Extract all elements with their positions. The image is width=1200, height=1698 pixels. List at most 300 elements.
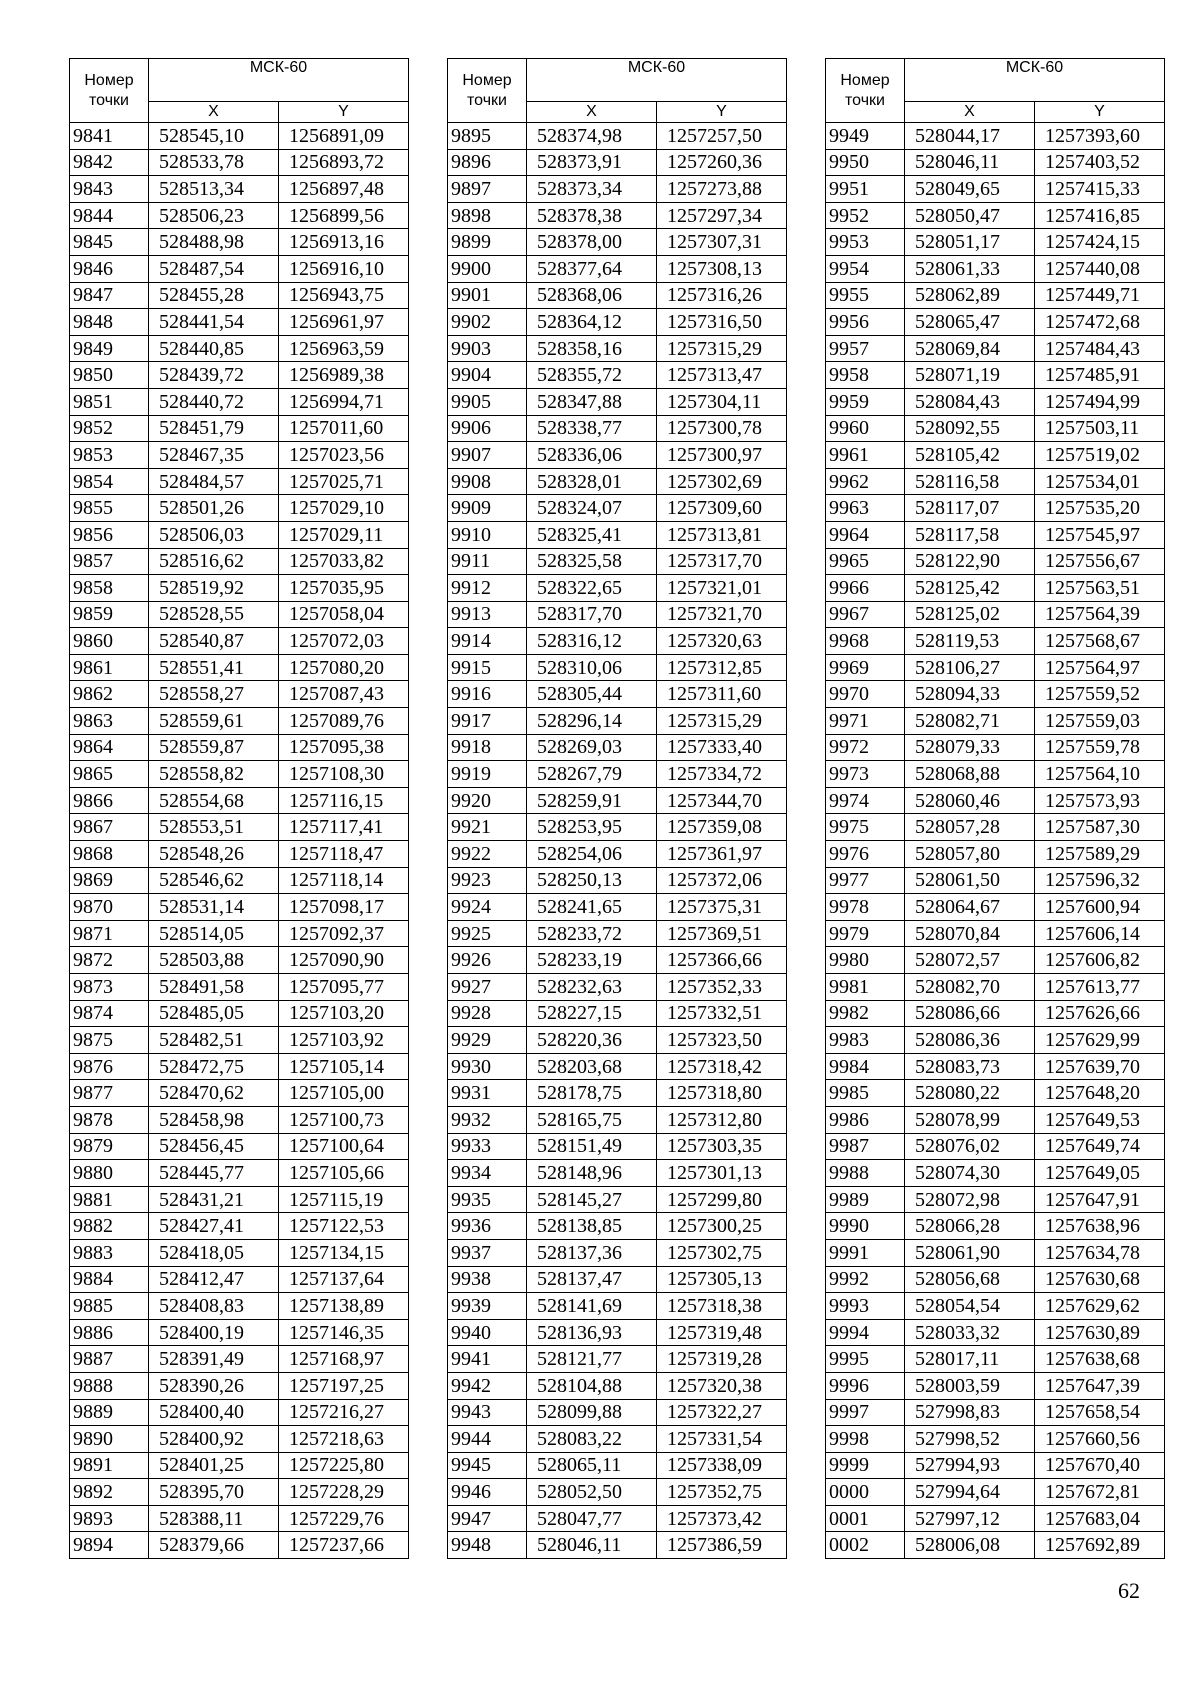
table-row (448, 761, 787, 788)
x-coordinate-cell: 528074,30 (905, 1160, 1035, 1187)
table-row (826, 1266, 1165, 1293)
x-coordinate-cell: 528047,77 (527, 1505, 657, 1532)
x-coordinate-cell: 528061,50 (905, 867, 1035, 894)
y-coordinate-cell: 1257237,66 (279, 1532, 409, 1559)
x-coordinate-cell: 528516,62 (149, 548, 279, 575)
y-coordinate-cell: 1257318,80 (657, 1080, 787, 1107)
y-coordinate-cell: 1257117,41 (279, 814, 409, 841)
x-coordinate-cell: 528066,28 (905, 1213, 1035, 1240)
table-row (826, 1452, 1165, 1479)
table-row (826, 947, 1165, 974)
point-number-cell: 9943 (448, 1399, 527, 1426)
point-number-cell: 0002 (826, 1532, 905, 1559)
point-number-cell: 0000 (826, 1479, 905, 1506)
table-row (826, 388, 1165, 415)
x-coordinate-cell: 528467,35 (149, 442, 279, 469)
y-coordinate-cell: 1257304,11 (657, 388, 787, 415)
point-number-cell: 9947 (448, 1505, 527, 1532)
point-number-cell: 9962 (826, 468, 905, 495)
point-number-cell: 0001 (826, 1505, 905, 1532)
x-coordinate-cell: 528441,54 (149, 309, 279, 336)
y-coordinate-cell: 1256994,71 (279, 388, 409, 415)
y-coordinate-cell: 1257105,00 (279, 1080, 409, 1107)
y-coordinate-cell: 1257338,09 (657, 1452, 787, 1479)
x-coordinate-cell: 528506,23 (149, 202, 279, 229)
point-number-cell: 9847 (70, 282, 149, 309)
point-number-cell: 9924 (448, 894, 527, 921)
table-row (70, 708, 409, 735)
x-coordinate-cell: 527998,52 (905, 1426, 1035, 1453)
table-row (826, 229, 1165, 256)
point-number-cell: 9904 (448, 362, 527, 389)
x-coordinate-cell: 528379,66 (149, 1532, 279, 1559)
table-row (448, 1027, 787, 1054)
table-row (70, 974, 409, 1001)
x-coordinate-cell: 528503,88 (149, 947, 279, 974)
point-number-cell: 9893 (70, 1505, 149, 1532)
x-coordinate-cell: 528485,05 (149, 1000, 279, 1027)
x-coordinate-cell: 528484,57 (149, 468, 279, 495)
table-row (826, 282, 1165, 309)
table-row (826, 681, 1165, 708)
table-row (826, 202, 1165, 229)
x-coordinate-cell: 528514,05 (149, 920, 279, 947)
x-coordinate-cell: 528395,70 (149, 1479, 279, 1506)
y-coordinate-cell: 1257415,33 (1035, 176, 1165, 203)
point-number-cell: 9953 (826, 229, 905, 256)
point-number-cell: 9856 (70, 521, 149, 548)
table-row (826, 1426, 1165, 1453)
table-row (448, 548, 787, 575)
y-coordinate-cell: 1256943,75 (279, 282, 409, 309)
x-coordinate-cell: 528445,77 (149, 1160, 279, 1187)
x-coordinate-cell: 528065,47 (905, 309, 1035, 336)
point-number-cell: 9946 (448, 1479, 527, 1506)
y-coordinate-cell: 1257089,76 (279, 708, 409, 735)
coordinates-table-1 (69, 58, 409, 1559)
point-number-cell: 9926 (448, 947, 527, 974)
y-coordinate-cell: 1257092,37 (279, 920, 409, 947)
point-number-cell: 9913 (448, 601, 527, 628)
x-coordinate-cell: 528325,41 (527, 521, 657, 548)
table-row (826, 1319, 1165, 1346)
table-row (70, 787, 409, 814)
x-coordinate-cell: 528083,22 (527, 1426, 657, 1453)
coordinate-system-header: МСК-60 (149, 59, 409, 102)
point-number-cell: 9863 (70, 708, 149, 735)
y-coordinate-cell: 1257564,39 (1035, 601, 1165, 628)
y-coordinate-cell: 1257118,14 (279, 867, 409, 894)
x-coordinate-cell: 528250,13 (527, 867, 657, 894)
point-number-cell: 9933 (448, 1133, 527, 1160)
y-coordinate-cell: 1257320,63 (657, 628, 787, 655)
point-number-cell: 9993 (826, 1293, 905, 1320)
y-coordinate-cell: 1257332,51 (657, 1000, 787, 1027)
y-coordinate-cell: 1257315,29 (657, 335, 787, 362)
y-coordinate-cell: 1257573,93 (1035, 787, 1165, 814)
y-coordinate-cell: 1257494,99 (1035, 388, 1165, 415)
point-number-cell: 9949 (826, 123, 905, 150)
point-number-cell: 9992 (826, 1266, 905, 1293)
x-coordinate-cell: 528487,54 (149, 255, 279, 282)
table-row (826, 814, 1165, 841)
point-number-cell: 9954 (826, 255, 905, 282)
table-row (448, 176, 787, 203)
x-coordinate-cell: 528220,36 (527, 1027, 657, 1054)
point-number-cell: 9882 (70, 1213, 149, 1240)
x-coordinate-cell: 528068,88 (905, 761, 1035, 788)
point-number-cell: 9965 (826, 548, 905, 575)
point-number-cell: 9981 (826, 974, 905, 1001)
y-coordinate-cell: 1257626,66 (1035, 1000, 1165, 1027)
table-row (70, 1133, 409, 1160)
x-coordinate-cell: 528373,34 (527, 176, 657, 203)
point-number-cell: 9860 (70, 628, 149, 655)
y-coordinate-cell: 1257323,50 (657, 1027, 787, 1054)
y-coordinate-cell: 1257300,97 (657, 442, 787, 469)
y-coordinate-cell: 1257318,38 (657, 1293, 787, 1320)
x-coordinate-cell: 528227,15 (527, 1000, 657, 1027)
table-row (826, 1399, 1165, 1426)
table-row (826, 920, 1165, 947)
x-coordinate-cell: 528488,98 (149, 229, 279, 256)
table-row (826, 123, 1165, 150)
table-row (70, 1106, 409, 1133)
y-coordinate-cell: 1257011,60 (279, 415, 409, 442)
x-coordinate-cell: 528084,43 (905, 388, 1035, 415)
point-number-header: Номер точки (448, 59, 527, 123)
point-number-cell: 9897 (448, 176, 527, 203)
table-row (448, 1452, 787, 1479)
y-coordinate-cell: 1257300,78 (657, 415, 787, 442)
point-number-cell: 9877 (70, 1080, 149, 1107)
x-coordinate-cell: 528501,26 (149, 495, 279, 522)
table-row (70, 123, 409, 150)
point-number-cell: 9912 (448, 575, 527, 602)
x-coordinate-cell: 528104,88 (527, 1372, 657, 1399)
table-row (70, 1426, 409, 1453)
table-row (70, 388, 409, 415)
point-number-cell: 9994 (826, 1319, 905, 1346)
point-number-cell: 9905 (448, 388, 527, 415)
point-number-cell: 9886 (70, 1319, 149, 1346)
table-row (826, 601, 1165, 628)
table-row (826, 575, 1165, 602)
x-coordinate-cell: 528046,11 (905, 149, 1035, 176)
x-coordinate-cell: 527994,93 (905, 1452, 1035, 1479)
y-coordinate-cell: 1257319,28 (657, 1346, 787, 1373)
table-row (70, 1346, 409, 1373)
point-number-cell: 9995 (826, 1346, 905, 1373)
y-coordinate-cell: 1257321,70 (657, 601, 787, 628)
point-number-cell: 9955 (826, 282, 905, 309)
x-coordinate-cell: 528455,28 (149, 282, 279, 309)
table-row (448, 1479, 787, 1506)
y-coordinate-cell: 1257321,01 (657, 575, 787, 602)
point-number-cell: 9887 (70, 1346, 149, 1373)
table-row (448, 255, 787, 282)
x-coordinate-cell: 528316,12 (527, 628, 657, 655)
x-coordinate-cell: 528086,66 (905, 1000, 1035, 1027)
point-number-cell: 9979 (826, 920, 905, 947)
y-coordinate-cell: 1257100,73 (279, 1106, 409, 1133)
x-coordinate-cell: 528136,93 (527, 1319, 657, 1346)
y-coordinate-cell: 1257228,29 (279, 1479, 409, 1506)
table-row (448, 947, 787, 974)
point-number-cell: 9983 (826, 1027, 905, 1054)
table-row (70, 734, 409, 761)
point-number-cell: 9859 (70, 601, 149, 628)
point-number-cell: 9896 (448, 149, 527, 176)
x-coordinate-cell: 528148,96 (527, 1160, 657, 1187)
x-coordinate-cell: 528401,25 (149, 1452, 279, 1479)
x-coordinate-cell: 528044,17 (905, 123, 1035, 150)
y-coordinate-cell: 1257386,59 (657, 1532, 787, 1559)
y-coordinate-cell: 1257095,77 (279, 974, 409, 1001)
table-row (70, 654, 409, 681)
x-coordinate-cell: 528203,68 (527, 1053, 657, 1080)
x-coordinate-cell: 528418,05 (149, 1239, 279, 1266)
x-coordinate-cell: 528062,89 (905, 282, 1035, 309)
y-coordinate-cell: 1257535,20 (1035, 495, 1165, 522)
point-number-cell: 9970 (826, 681, 905, 708)
y-coordinate-cell: 1257312,85 (657, 654, 787, 681)
x-coordinate-cell: 528559,87 (149, 734, 279, 761)
x-coordinate-cell: 528253,95 (527, 814, 657, 841)
y-coordinate-cell: 1257115,19 (279, 1186, 409, 1213)
y-coordinate-cell: 1257403,52 (1035, 149, 1165, 176)
y-coordinate-cell: 1257545,97 (1035, 521, 1165, 548)
x-coordinate-cell: 528050,47 (905, 202, 1035, 229)
point-number-cell: 9948 (448, 1532, 527, 1559)
point-number-cell: 9902 (448, 309, 527, 336)
table-row (70, 1319, 409, 1346)
point-number-cell: 9892 (70, 1479, 149, 1506)
point-number-cell: 9997 (826, 1399, 905, 1426)
table-row (448, 814, 787, 841)
table-row (448, 149, 787, 176)
x-coordinate-cell: 528554,68 (149, 787, 279, 814)
y-coordinate-cell: 1257309,60 (657, 495, 787, 522)
x-coordinate-cell: 528064,67 (905, 894, 1035, 921)
y-coordinate-cell: 1257122,53 (279, 1213, 409, 1240)
y-coordinate-cell: 1257197,25 (279, 1372, 409, 1399)
point-number-cell: 9982 (826, 1000, 905, 1027)
point-number-cell: 9866 (70, 787, 149, 814)
point-number-cell: 9870 (70, 894, 149, 921)
y-coordinate-cell: 1257302,75 (657, 1239, 787, 1266)
x-coordinate-cell: 528439,72 (149, 362, 279, 389)
table-row (70, 521, 409, 548)
y-coordinate-cell: 1257352,75 (657, 1479, 787, 1506)
y-coordinate-cell: 1257519,02 (1035, 442, 1165, 469)
x-coordinate-cell: 528017,11 (905, 1346, 1035, 1373)
point-number-cell: 9999 (826, 1452, 905, 1479)
point-number-cell: 9969 (826, 654, 905, 681)
table-row (826, 787, 1165, 814)
y-coordinate-cell: 1257596,32 (1035, 867, 1165, 894)
x-coordinate-cell: 528546,62 (149, 867, 279, 894)
table-body (70, 123, 409, 1559)
table-row (826, 708, 1165, 735)
table-row (448, 1266, 787, 1293)
y-coordinate-cell: 1257649,74 (1035, 1133, 1165, 1160)
point-number-cell: 9872 (70, 947, 149, 974)
y-coordinate-cell: 1257683,04 (1035, 1505, 1165, 1532)
point-number-cell: 9929 (448, 1027, 527, 1054)
x-coordinate-cell: 528324,07 (527, 495, 657, 522)
table-body (826, 123, 1165, 1559)
point-number-cell: 9939 (448, 1293, 527, 1320)
point-number-cell: 9850 (70, 362, 149, 389)
table-row (826, 1186, 1165, 1213)
y-coordinate-cell: 1257105,66 (279, 1160, 409, 1187)
y-coordinate-cell: 1257352,33 (657, 974, 787, 1001)
point-number-cell: 9875 (70, 1027, 149, 1054)
x-coordinate-cell: 528121,77 (527, 1346, 657, 1373)
table-row (70, 1452, 409, 1479)
table-row (826, 548, 1165, 575)
y-coordinate-cell: 1257095,38 (279, 734, 409, 761)
x-coordinate-cell: 528080,22 (905, 1080, 1035, 1107)
table-row (448, 1399, 787, 1426)
table-row (448, 468, 787, 495)
y-coordinate-cell: 1257033,82 (279, 548, 409, 575)
point-number-cell: 9843 (70, 176, 149, 203)
table-row (70, 1479, 409, 1506)
table-row (826, 628, 1165, 655)
table-row (70, 867, 409, 894)
y-coordinate-cell: 1257302,69 (657, 468, 787, 495)
point-number-cell: 9937 (448, 1239, 527, 1266)
point-number-cell: 9867 (70, 814, 149, 841)
point-number-cell: 9858 (70, 575, 149, 602)
x-coordinate-cell: 528482,51 (149, 1027, 279, 1054)
x-coordinate-cell: 528054,54 (905, 1293, 1035, 1320)
point-number-cell: 9853 (70, 442, 149, 469)
point-number-cell: 9931 (448, 1080, 527, 1107)
x-coordinate-cell: 528165,75 (527, 1106, 657, 1133)
table-row (826, 841, 1165, 868)
table-row (448, 894, 787, 921)
point-number-cell: 9988 (826, 1160, 905, 1187)
table-body (448, 123, 787, 1559)
table-row (448, 841, 787, 868)
y-coordinate-cell: 1257318,42 (657, 1053, 787, 1080)
point-number-cell: 9911 (448, 548, 527, 575)
x-coordinate-cell: 528559,61 (149, 708, 279, 735)
x-coordinate-cell: 528540,87 (149, 628, 279, 655)
table-row (70, 894, 409, 921)
point-number-cell: 9861 (70, 654, 149, 681)
point-number-cell: 9936 (448, 1213, 527, 1240)
point-number-cell: 9873 (70, 974, 149, 1001)
point-number-cell: 9966 (826, 575, 905, 602)
x-coordinate-cell: 527994,64 (905, 1479, 1035, 1506)
point-number-cell: 9844 (70, 202, 149, 229)
y-coordinate-cell: 1257647,91 (1035, 1186, 1165, 1213)
x-coordinate-cell: 528558,82 (149, 761, 279, 788)
point-number-cell: 9849 (70, 335, 149, 362)
x-coordinate-cell: 528347,88 (527, 388, 657, 415)
x-coordinate-cell: 528364,12 (527, 309, 657, 336)
point-number-cell: 9852 (70, 415, 149, 442)
x-coordinate-cell: 528092,55 (905, 415, 1035, 442)
y-coordinate-cell: 1257299,80 (657, 1186, 787, 1213)
y-coordinate-cell: 1257308,13 (657, 255, 787, 282)
point-number-cell: 9985 (826, 1080, 905, 1107)
x-coordinate-cell: 528078,99 (905, 1106, 1035, 1133)
table-row (70, 442, 409, 469)
table-row (826, 149, 1165, 176)
point-number-cell: 9919 (448, 761, 527, 788)
point-number-cell: 9941 (448, 1346, 527, 1373)
point-number-cell: 9942 (448, 1372, 527, 1399)
y-coordinate-cell: 1257029,10 (279, 495, 409, 522)
table-row (826, 521, 1165, 548)
point-number-header: Номер точки (826, 59, 905, 123)
table-row (826, 495, 1165, 522)
point-number-cell: 9987 (826, 1133, 905, 1160)
y-coordinate-cell: 1257568,67 (1035, 628, 1165, 655)
y-coordinate-cell: 1257312,80 (657, 1106, 787, 1133)
x-coordinate-cell: 528094,33 (905, 681, 1035, 708)
table-row (826, 1080, 1165, 1107)
point-number-cell: 9883 (70, 1239, 149, 1266)
y-coordinate-cell: 1257319,48 (657, 1319, 787, 1346)
y-coordinate-cell: 1257629,62 (1035, 1293, 1165, 1320)
x-coordinate-cell: 528336,06 (527, 442, 657, 469)
x-coordinate-cell: 528325,58 (527, 548, 657, 575)
table-row (448, 415, 787, 442)
table-row (826, 867, 1165, 894)
y-coordinate-cell: 1257137,64 (279, 1266, 409, 1293)
y-coordinate-cell: 1257670,40 (1035, 1452, 1165, 1479)
table-row (448, 495, 787, 522)
table-row (448, 601, 787, 628)
x-coordinate-cell: 528558,27 (149, 681, 279, 708)
y-coordinate-cell: 1256897,48 (279, 176, 409, 203)
x-coordinate-cell: 528141,69 (527, 1293, 657, 1320)
y-coordinate-cell: 1257600,94 (1035, 894, 1165, 921)
table-row (70, 335, 409, 362)
point-number-cell: 9968 (826, 628, 905, 655)
y-coordinate-cell: 1257320,38 (657, 1372, 787, 1399)
point-number-cell: 9894 (70, 1532, 149, 1559)
y-coordinate-cell: 1257639,70 (1035, 1053, 1165, 1080)
point-number-cell: 9934 (448, 1160, 527, 1187)
x-coordinate-cell: 528072,98 (905, 1186, 1035, 1213)
table-row (70, 1000, 409, 1027)
x-coordinate-cell: 528241,65 (527, 894, 657, 921)
table-row (826, 176, 1165, 203)
y-coordinate-cell: 1257058,04 (279, 601, 409, 628)
table-row (70, 1186, 409, 1213)
point-number-cell: 9841 (70, 123, 149, 150)
table-row (70, 309, 409, 336)
coordinates-table-3 (825, 58, 1165, 1559)
table-row (448, 362, 787, 389)
point-number-cell: 9865 (70, 761, 149, 788)
table-row (448, 1213, 787, 1240)
x-coordinate-cell: 528528,55 (149, 601, 279, 628)
point-number-cell: 9960 (826, 415, 905, 442)
table-row (70, 548, 409, 575)
y-coordinate-cell: 1257648,20 (1035, 1080, 1165, 1107)
table-row (70, 628, 409, 655)
table-row (448, 202, 787, 229)
table-row (826, 1133, 1165, 1160)
